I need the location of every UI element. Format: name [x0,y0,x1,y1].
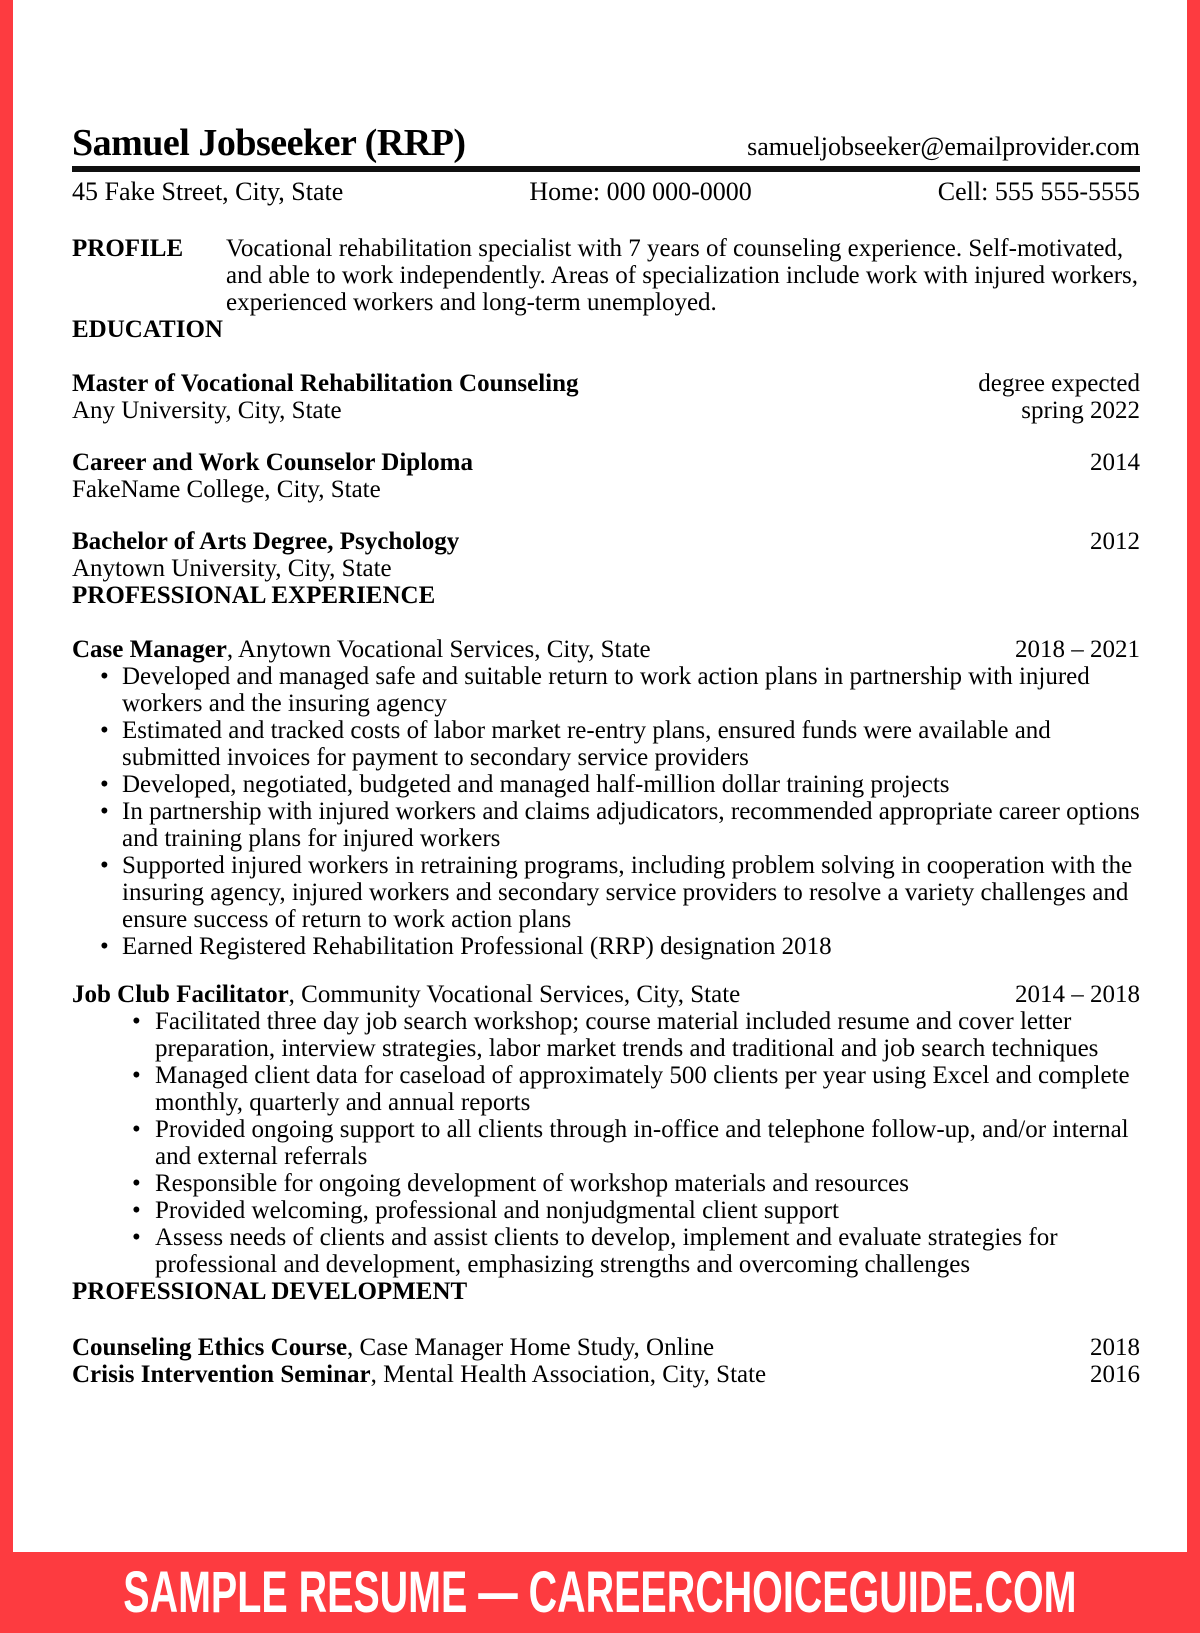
bullet-item: • Provided ongoing support to all clients through in-office and telephone follow-up, and/or internal and external referrals [72,1116,1140,1170]
right-red-border [1187,0,1200,1633]
header-rule [72,166,1140,172]
job-dates: 2014 – 2018 [1015,981,1140,1008]
education-heading: EDUCATION [72,316,223,343]
dev-course: Crisis Intervention Seminar [72,1361,371,1388]
job-company: , Community Vocational Services, City, State [288,981,741,1008]
bullet-item: • Facilitated three day job search workshop; course material included resume and cover letter preparation, interview strategies, labor market trends and traditional and job search techniques [72,1008,1140,1062]
sample-banner [0,1552,1200,1633]
bullet-item: • Responsible for ongoing development of workshop materials and resources [72,1170,1140,1197]
edu-school: Any University, City, State [72,397,342,424]
edu-school: Anytown University, City, State [72,555,392,582]
job-title-line [72,981,740,1008]
bullet-item: • Provided welcoming, professional and nonjudgmental client support [72,1197,1140,1224]
education-entry-left [72,528,459,582]
dev-course: Counseling Ethics Course [72,1334,348,1361]
job-dates: 2018 – 2021 [1015,636,1140,663]
education-entry [72,449,1140,503]
education-entry [72,370,1140,424]
edu-date-line2: spring 2022 [1021,397,1140,424]
job-title: Case Manager [72,636,227,663]
development-entry [72,1361,1140,1388]
job-header [72,981,1140,1008]
sample-banner-text: SAMPLE RESUME — CAREERCHOICEGUIDE.COM [123,1560,1077,1625]
development-entry [72,1334,1140,1361]
bullet-item: • Assess needs of clients and assist clients to develop, implement and evaluate strategies for professional and development, emphasizing strengths and overcoming challenges [72,1224,1140,1278]
job-company: , Anytown Vocational Services, City, State [226,636,651,663]
bullet-item: • Developed and managed safe and suitable return to work action plans in partnership with injured workers and the insuring agency [72,663,1140,717]
resume-name: Samuel Jobseeker (RRP) [72,122,466,164]
edu-school: FakeName College, City, State [72,476,381,503]
dev-detail: , Mental Health Association, City, State [370,1361,767,1388]
home-phone-text: Home: 000 000-0000 [529,177,752,206]
job-bullets [72,1008,1140,1278]
header-title-row [72,0,1140,164]
edu-degree: Master of Vocational Rehabilitation Counseling [72,370,579,397]
education-entry-left [72,370,579,424]
bullet-item: • Earned Registered Rehabilitation Professional (RRP) designation 2018 [72,933,1140,960]
dev-course-line [72,1361,766,1388]
address-text: 45 Fake Street, City, State [72,177,344,206]
job-title-line [72,636,651,663]
email-text: samueljobseeker@emailprovider.com [747,132,1140,161]
edu-degree: Bachelor of Arts Degree, Psychology [72,528,460,555]
job-title: Job Club Facilitator [72,981,289,1008]
edu-date-line1: 2014 [1090,449,1140,476]
bullet-item: • Managed client data for caseload of approximately 500 clients per year using Excel and complete monthly, quarterly and annual reports [72,1062,1140,1116]
job-header [72,636,1140,663]
contact-row [72,178,1140,205]
left-red-border [0,0,13,1633]
education-entry-dates [1090,449,1140,503]
education-entry-dates [1090,528,1140,582]
dev-year: 2018 [1090,1334,1140,1361]
profile-label: PROFILE [72,235,184,262]
dev-detail: , Case Manager Home Study, Online [347,1334,715,1361]
development-heading: PROFESSIONAL DEVELOPMENT [72,1278,468,1305]
bullet-item: • Supported injured workers in retraining programs, including problem solving in cooperation with the insuring agency, injured workers and secondary service providers to resolve a variety challenges and ensure success of return to work action plans [72,852,1140,933]
edu-date-line1: 2012 [1090,528,1140,555]
education-entry [72,528,1140,582]
bullet-item: • Estimated and tracked costs of labor market re-entry plans, ensured funds were available and submitted invoices for payment to secondary service providers [72,717,1140,771]
education-entry-dates [978,370,1140,424]
profile-text: Vocational rehabilitation specialist with 7 years of counseling experience. Self-motivated, and able to work independently. Areas of specialization include work with injured workers, experienced workers and long-term unemployed. [226,235,1138,316]
bullet-item: • In partnership with injured workers and claims adjudicators, recommended appropriate career options and training plans for injured workers [72,798,1140,852]
job-job-club-facilitator [72,981,1140,1278]
development-list [72,1334,1140,1388]
edu-date-line1: degree expected [978,370,1140,397]
cell-phone-text: Cell: 555 555-5555 [937,177,1140,206]
dev-year: 2016 [1090,1361,1140,1388]
edu-degree: Career and Work Counselor Diploma [72,449,473,476]
job-bullets [72,663,1140,960]
profile-section [72,235,1140,316]
dev-course-line [72,1334,714,1361]
education-list [72,370,1140,582]
job-case-manager [72,636,1140,960]
bullet-item: • Developed, negotiated, budgeted and managed half-million dollar training projects [72,771,1140,798]
experience-heading: PROFESSIONAL EXPERIENCE [72,582,436,609]
education-entry-left [72,449,473,503]
